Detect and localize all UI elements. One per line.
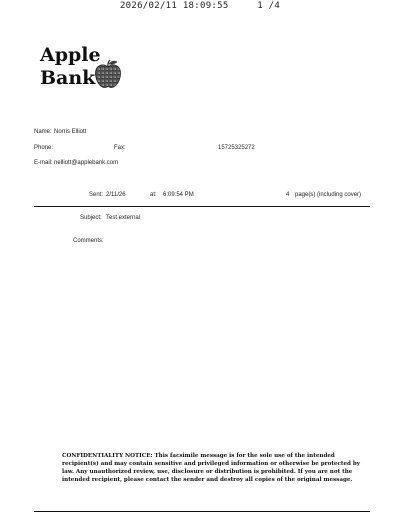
pages-count: 4 (286, 192, 290, 198)
name-label: Name: (34, 129, 52, 135)
subject-label: Subject: (80, 215, 102, 221)
apple-icon (92, 58, 124, 90)
fax-value: 15725325272 (218, 145, 255, 151)
name-value: Norris Elliott (54, 129, 87, 135)
fax-transmission-header (0, 1, 400, 11)
subject-value: Test external (106, 215, 141, 221)
fax-label: Fax: (114, 145, 126, 151)
confidentiality-notice: CONFIDENTIALITY NOTICE: This facsimile message is for the sole use of the intended recipient(s) and may contain sensitive and privileged information or otherwise be protected by law. Any unauthorized review, use, disclosure or distribution is prohibited. If you are not the intended recipient, please contact the sender and destroy all copies of the original message. (62, 453, 361, 483)
sent-time: 6:09:54 PM (163, 192, 194, 198)
fax-datetime: 2026/02/11 18:09:55 (119, 1, 229, 11)
logo-line-apple: Apple (40, 44, 101, 66)
divider-top (34, 206, 370, 207)
fax-page-indicator: 1 /4 (257, 1, 281, 11)
email-value: nelliott@applebank.com (54, 160, 119, 166)
sent-date: 2/11/26 (106, 192, 126, 198)
logo-line-bank: Bank (40, 67, 96, 89)
email-label: E-mail: (34, 160, 53, 166)
sent-label: Sent: (89, 192, 104, 198)
pages-label: page(s) (including cover) (295, 192, 362, 198)
comments-label: Comments: (73, 238, 104, 244)
at-label: at: (150, 192, 157, 198)
divider-bottom (34, 511, 370, 512)
phone-label: Phone: (34, 145, 54, 151)
